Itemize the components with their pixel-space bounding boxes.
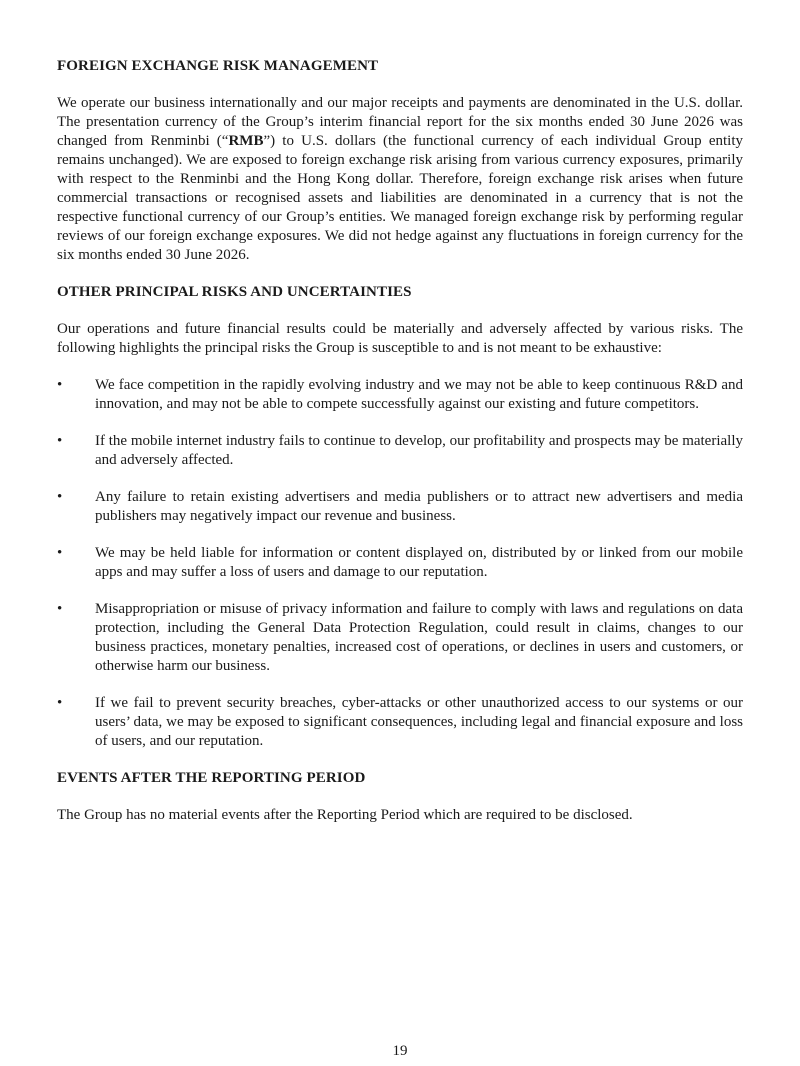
events-after-paragraph: The Group has no material events after the Reporting Period which are required to be disclosed.: [57, 807, 633, 823]
risk-bullet-text: We may be held liable for information or content displayed on, distributed by or linked from our mobile apps and may suffer a loss of users and damage to our reputation.: [95, 545, 743, 580]
risk-bullet-text: If the mobile internet industry fails to continue to develop, our profitability and prospects may be materially and adversely affected.: [95, 433, 743, 468]
risk-bullet-text: We face competition in the rapidly evolving industry and we may not be able to keep continuous R&D and innovation, and may not be able to compete successfully against our existing and future competitors.: [95, 377, 743, 412]
risk-bullet-item: [57, 544, 743, 582]
foreign-exchange-paragraph: [57, 94, 743, 265]
risk-bullet-item: [57, 432, 743, 470]
rmb-bold-term: RMB: [228, 133, 264, 149]
bullet-mark: •: [57, 695, 63, 711]
bullet-mark: •: [57, 601, 63, 617]
other-risks-intro-paragraph: Our operations and future financial results could be materially and adversely affected by various risks. The following highlights the principal risks the Group is susceptible to and is not meant to be exhaustive:: [57, 321, 743, 356]
bullet-mark: •: [57, 433, 63, 449]
bullet-mark: •: [57, 377, 63, 393]
risk-bullet-text: If we fail to prevent security breaches, cyber-attacks or other unauthorized access to our systems or our users’ data, we may be exposed to significant consequences, including legal and financial exposure and loss of users, and our reputation.: [95, 695, 743, 749]
risk-bullet-list: [57, 376, 743, 751]
section-heading-other-risks: OTHER PRINCIPAL RISKS AND UNCERTAINTIES: [57, 284, 412, 300]
page-number: 19: [392, 1043, 408, 1059]
section-heading-foreign-exchange: FOREIGN EXCHANGE RISK MANAGEMENT: [57, 58, 379, 74]
foreign-exchange-text-part-2: ”) to U.S. dollars (the functional currency of each individual Group entity remains unchanged). We are exposed to foreign exchange risk arising from various currency exposures, primarily with respect to the Renminbi and the Hong Kong dollar. Therefore, foreign exchange risk arises when future commercial transactions or recognised assets and liabilities are denominated in a currency that is not the respective functional currency of our Group’s entities. We managed foreign exchange risk by performing regular reviews of our foreign exchange exposures. We did not hedge against any fluctuations in foreign currency for the six months ended 30 June 2026.: [57, 133, 743, 263]
bullet-mark: •: [57, 489, 63, 505]
risk-bullet-item: [57, 600, 743, 676]
document-page: [57, 57, 743, 825]
risk-bullet-item: [57, 488, 743, 526]
risk-bullet-text: Any failure to retain existing advertisers and media publishers or to attract new advertisers and media publishers may negatively impact our revenue and business.: [95, 489, 743, 524]
section-heading-events-after: EVENTS AFTER THE REPORTING PERIOD: [57, 770, 366, 786]
risk-bullet-item: [57, 694, 743, 751]
risk-bullet-item: [57, 376, 743, 414]
risk-bullet-text: Misappropriation or misuse of privacy information and failure to comply with laws and regulations on data protection, including the General Data Protection Regulation, could result in claims, changes to our business practices, monetary penalties, increased cost of operations, or declines in users and customers, or otherwise harm our business.: [95, 601, 743, 674]
foreign-exchange-text-part-1: We operate our business internationally and our major receipts and payments are denominated in the U.S. dollar. The presentation currency of the Group’s interim financial report for the six months ended 30 June 2026 was changed from Renminbi (“: [57, 95, 743, 149]
bullet-mark: •: [57, 545, 63, 561]
